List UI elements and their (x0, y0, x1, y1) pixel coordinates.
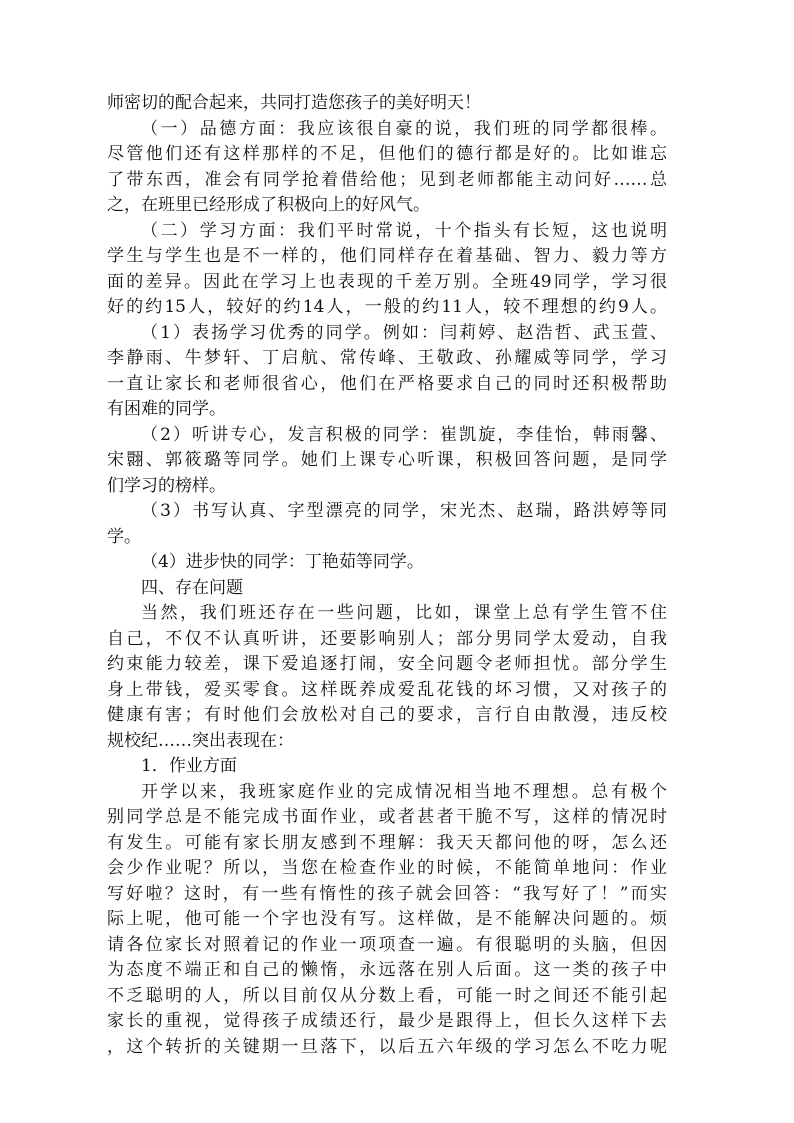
text-line: 四、存在问题 (141, 577, 243, 598)
text-line: 有困难的同学。 (107, 399, 226, 419)
text-line: 师密切的配合起来，共同打造您孩子的美好明天！ (107, 93, 481, 113)
text-line: 了带东西，准会有同学抢着借给他；见到老师都能主动问好……总 (107, 169, 667, 190)
text-line: 不乏聪明的人，所以目前仅从分数上看，可能一时之间还不能引起 (107, 985, 667, 1006)
text-line: 好的约15人，较好的约14人，一般的约11人，较不理想的约9人。 (107, 297, 667, 317)
text-line: 李静雨、牛梦轩、丁启航、常传峰、王敬政、孙耀威等同学，学习 (107, 348, 667, 368)
text-line: 为态度不端正和自己的懒惰，永远落在别人后面。这一类的孩子中 (107, 960, 667, 980)
paragraph-progress (107, 550, 667, 576)
paragraph-handwriting (107, 499, 667, 550)
text-line: 家长的重视，觉得孩子成绩还行，最少是跟得上，但长久这样下去 (107, 1011, 667, 1031)
text-line: 之，在班里已经形成了积极向上的好风气。 (107, 195, 430, 215)
subheading-homework (107, 754, 667, 780)
text-line: 会少作业呢？所以，当您在检查作业的时候，不能简单地问：作业 (107, 858, 667, 878)
text-line: （3）书写认真、字型漂亮的同学，宋光杰、赵瑞，路洪婷等同 (141, 501, 667, 521)
text-line: 1．作业方面 (141, 756, 237, 776)
text-line: （二）学习方面：我们平时常说，十个指头有长短，这也说明 (141, 220, 667, 241)
text-line: 际上呢，他可能一个字也没有写。这样做，是不能解决问题的。烦 (107, 909, 667, 929)
text-line: 约束能力较差，课下爱追逐打闹，安全问题令老师担忧。部分学生 (107, 654, 667, 674)
paragraph-study (107, 219, 667, 321)
paragraph-attentive (107, 423, 667, 500)
document-page (107, 91, 667, 1060)
text-line: 有发生。可能有家长朋友感到不理解：我天天都问他的呀，怎么还 (107, 832, 667, 853)
text-line: 请各位家长对照着记的作业一项项查一遍。有很聪明的头脑，但因 (107, 934, 667, 955)
text-line: 别同学总是不能完成书面作业，或者甚者干脆不写，这样的情况时 (107, 807, 667, 827)
paragraph-praise-excellent (107, 321, 667, 423)
text-line: 一直让家长和老师很省心，他们在严格要求自己的同时还积极帮助 (107, 373, 667, 394)
text-line: 当然，我们班还存在一些问题，比如，课堂上总有学生管不住 (141, 603, 667, 623)
text-line: 开学以来，我班家庭作业的完成情况相当地不理想。总有极个 (141, 781, 667, 802)
paragraph-intro-closing (107, 91, 667, 117)
text-line: 规校纪……突出表现在： (107, 730, 294, 751)
text-line: 写好啦？这时，有一些有惰性的孩子就会回答：“我写好了！”而实 (107, 883, 667, 904)
paragraph-moral-conduct (107, 117, 667, 219)
text-line: 宋翾、郭筱璐等同学。她们上课专心听课，积极回答问题，是同学 (107, 450, 667, 470)
text-line: 尽管他们还有这样那样的不足，但他们的德行都是好的。比如谁忘 (107, 144, 667, 164)
text-line: （一）品德方面：我应该很自豪的说，我们班的同学都很棒。 (141, 118, 667, 139)
text-line: （1）表扬学习优秀的同学。例如：闫莉婷、赵浩哲、武玉萱、 (141, 322, 667, 343)
paragraph-problems (107, 601, 667, 754)
text-line: （4）进步快的同学：丁艳茹等同学。 (141, 552, 424, 572)
text-line: ，这个转折的关键期一旦落下，以后五六年级的学习怎么不吃力呢 (107, 1036, 667, 1057)
section-heading-problems (107, 576, 667, 602)
text-line: 学。 (107, 526, 141, 547)
text-line: 身上带钱，爱买零食。这样既养成爱乱花钱的坏习惯，又对孩子的 (107, 679, 667, 700)
text-line: 自己，不仅不认真听讲，还要影响别人；部分男同学太爱动，自我 (107, 628, 667, 649)
text-line: 面的差异。因此在学习上也表现的千差万别。全班49同学，学习很 (107, 271, 667, 292)
text-line: （2）听讲专心，发言积极的同学：崔凯旋，李佳怡，韩雨馨、 (141, 424, 667, 445)
text-line: 健康有害；有时他们会放松对自己的要求，言行自由散漫，违反校 (107, 705, 667, 725)
text-line: 们学习的榜样。 (107, 475, 226, 496)
text-line: 学生与学生也是不一样的，他们同样存在着基础、智力、毅力等方 (107, 246, 667, 266)
paragraph-homework (107, 780, 667, 1061)
